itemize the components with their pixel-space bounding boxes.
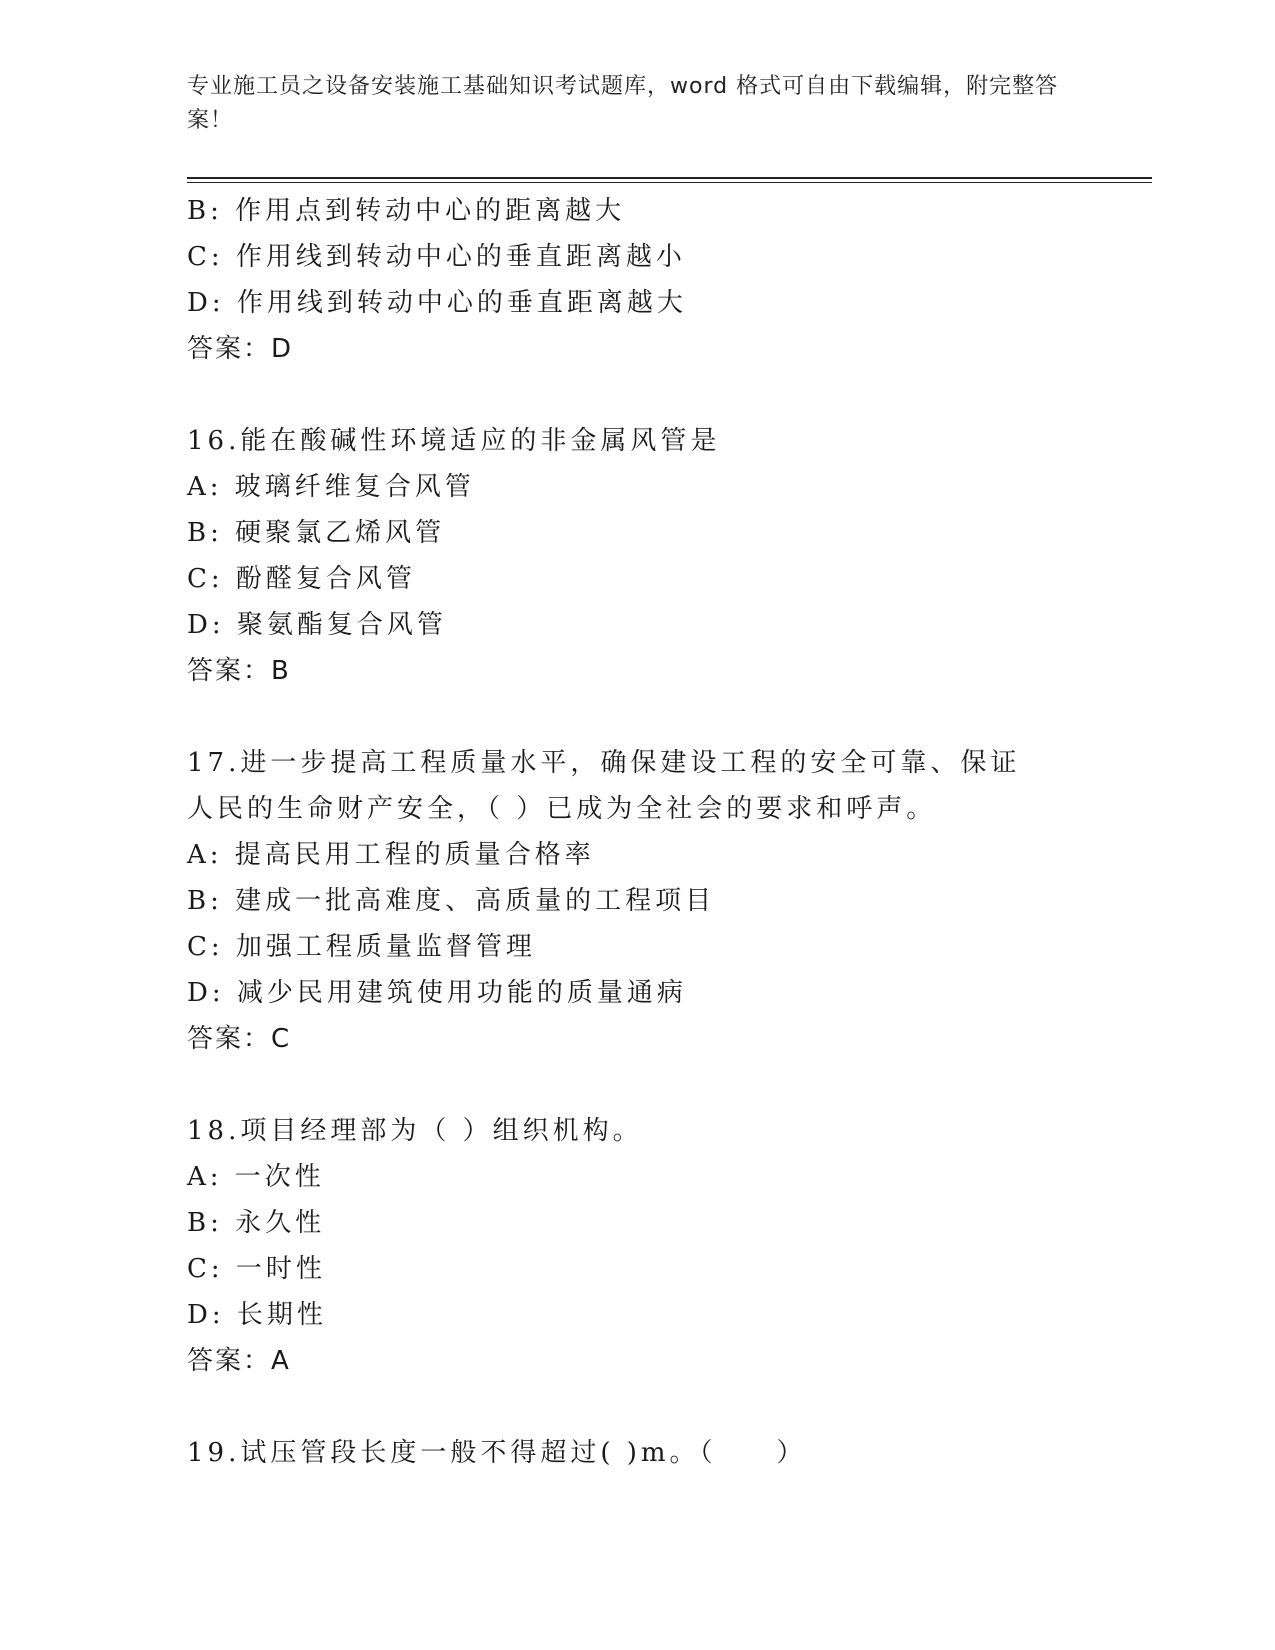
- document-header: 专业施工员之设备安装施工基础知识考试题库，word 格式可自由下载编辑，附完整答案！: [187, 74, 1059, 133]
- option-c: C: 作用线到转动中心的垂直距离越小: [187, 242, 686, 272]
- option-d: D: 减少民用建筑使用功能的质量通病: [187, 978, 687, 1008]
- question-19: [187, 1430, 1147, 1476]
- header-divider-thin: [187, 182, 1152, 183]
- option-b: B: 硬聚氯乙烯风管: [187, 518, 446, 548]
- option-a: A: 一次性: [187, 1162, 325, 1192]
- question-continued: [187, 188, 1147, 372]
- option-b: B: 永久性: [187, 1208, 326, 1238]
- option-d: D: 聚氨酯复合风管: [187, 610, 447, 640]
- option-a: A: 提高民用工程的质量合格率: [187, 840, 595, 870]
- header-divider: [187, 177, 1152, 179]
- answer: 答案：D: [187, 334, 294, 364]
- option-d: D: 作用线到转动中心的垂直距离越大: [187, 288, 687, 318]
- option-b: B: 建成一批高难度、高质量的工程项目: [187, 886, 716, 916]
- option-c: C: 加强工程质量监督管理: [187, 932, 536, 962]
- answer: 答案：C: [187, 1024, 292, 1054]
- question-text: 19.试压管段长度一般不得超过( )m。（ ）: [187, 1438, 807, 1468]
- question-text: 17.进一步提高工程质量水平，确保建设工程的安全可靠、保证人民的生命财产安全，（ ）已成为全社会的要求和呼声。: [187, 748, 1021, 824]
- answer: 答案：B: [187, 656, 291, 686]
- option-c: C: 酚醛复合风管: [187, 564, 416, 594]
- question-16: [187, 418, 1147, 694]
- question-list: [187, 188, 1147, 1476]
- option-c: C: 一时性: [187, 1254, 326, 1284]
- question-text: 16.能在酸碱性环境适应的非金属风管是: [187, 426, 721, 456]
- answer: 答案：A: [187, 1346, 291, 1376]
- question-text: 18.项目经理部为（ ）组织机构。: [187, 1116, 643, 1146]
- question-17: [187, 740, 1147, 1062]
- option-d: D: 长期性: [187, 1300, 327, 1330]
- option-a: A: 玻璃纤维复合风管: [187, 472, 475, 502]
- question-18: [187, 1108, 1147, 1384]
- option-b: B: 作用点到转动中心的距离越大: [187, 196, 626, 226]
